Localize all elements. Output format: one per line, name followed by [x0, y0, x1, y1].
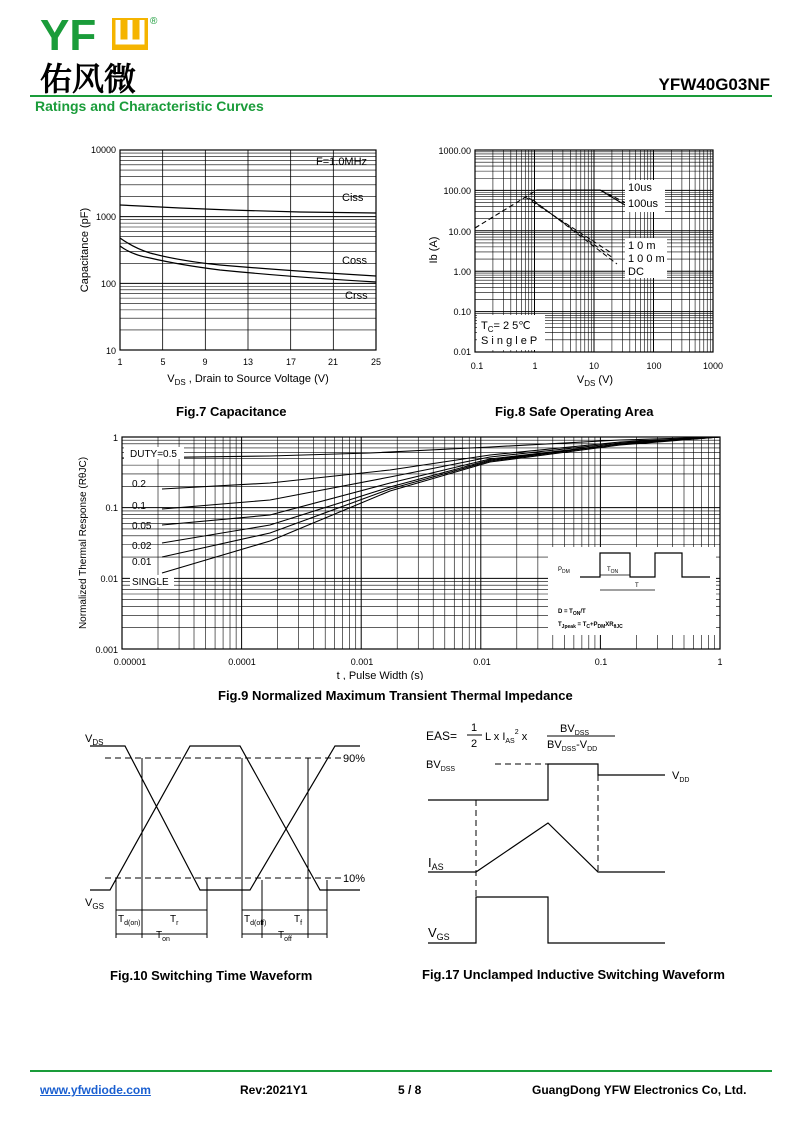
company-logo	[38, 10, 163, 95]
fig9-single-label: SINGLE	[132, 577, 169, 588]
fig17-uis-waveform	[420, 715, 750, 950]
fig17-bvdss-label: $BV_{DSS}$	[426, 759, 456, 773]
fig17-ias-waveform	[428, 823, 665, 872]
fig8-soa-chart	[425, 140, 735, 395]
fig9-ytick: 0.001	[95, 645, 118, 655]
fig9-inset-t: T	[635, 583, 639, 589]
fig9-ytick: 1	[112, 433, 118, 443]
fig17-vgs-label: $V_{GS}$	[428, 925, 450, 942]
fig10-90pct-label: 90%	[343, 753, 366, 765]
fig9-ytick: 0.01	[100, 574, 118, 584]
fig17-time-dashes	[476, 775, 598, 897]
fig8-single-note: S i n g l e P	[481, 335, 538, 347]
fig10-tr-label: $T_r$	[170, 914, 179, 927]
fig8-xtick: 0.1	[470, 361, 484, 371]
fig10-vds-waveform	[90, 746, 360, 890]
fig10-ton-label: $T_{on}$	[156, 930, 170, 943]
fig7-ylabel: Capacitance (pF)	[79, 207, 91, 293]
fig9-xlabel: t , Pulse Width (s)	[336, 670, 424, 680]
fig10-vgs-waveform	[90, 746, 360, 890]
fig7-crss-label: Crss	[345, 290, 368, 302]
footer-company: GuangDong YFW Electronics Co, Ltd.	[532, 1083, 747, 1097]
fig7-caption: Fig.7 Capacitance	[176, 404, 287, 419]
fig7-xtick: 21	[327, 357, 339, 367]
fig9-xtick: 0.01	[473, 657, 491, 667]
fig7-xlabel: $V_{DS}$ , Drain to Source Voltage (V)	[167, 373, 329, 387]
fig10-time-markers	[116, 758, 327, 938]
section-title: Ratings and Characteristic Curves	[35, 98, 264, 114]
website-link[interactable]: www.yfwdiode.com	[40, 1083, 151, 1097]
fig8-ytick: 1.00	[453, 267, 471, 277]
fig8-caption: Fig.8 Safe Operating Area	[495, 404, 654, 419]
fig17-formula-mid: L x $I_{AS}^2$ x	[485, 729, 528, 745]
fig17-eas-label: EAS=	[426, 729, 458, 743]
fig9-xtick: 0.0001	[228, 657, 256, 667]
fig17-vdd-label: $V_{DD}$	[672, 770, 690, 784]
footer-page: 5 / 8	[398, 1083, 422, 1097]
fig10-toff-label: $T_{off}$	[278, 930, 292, 943]
fig8-ytick: 0.01	[453, 347, 471, 357]
fig17-frac-den: 2	[471, 738, 478, 750]
footer-rule	[30, 1070, 772, 1072]
fig7-ytick-10000: 10000	[90, 145, 116, 155]
fig8-ylabel: Ib (A)	[428, 236, 440, 264]
fig7-ciss-label: Ciss	[342, 192, 364, 204]
fig7-xtick: 1	[117, 357, 123, 367]
fig7-freq-label: F=1.0MHz	[316, 156, 368, 168]
logo-cn: 佑风微	[40, 60, 137, 95]
fig7-coss-label: Coss	[342, 255, 368, 267]
fig10-10pct-label: 10%	[343, 873, 366, 885]
fig17-vds-waveform	[428, 764, 665, 800]
fig17-vgs-waveform	[428, 897, 665, 943]
fig8-tc-note: $T_C= 2$ 5℃	[481, 320, 531, 334]
fig9-caption: Fig.9 Normalized Maximum Transient Thermal Impedance	[218, 688, 573, 703]
fig9-duty001-label: 0.01	[132, 557, 152, 568]
fig8-xtick: 100	[646, 361, 662, 371]
fig17-frac-num: 1	[471, 722, 478, 734]
fig10-tdon-label: $T_{d(on)}$	[118, 914, 141, 927]
footer-website[interactable]	[40, 1083, 151, 1097]
fig9-xtick: 0.001	[350, 657, 374, 667]
fig7-xticks	[117, 357, 381, 367]
fig8-xtick: 1	[532, 361, 538, 371]
fig17-ias-label: $I_{AS}$	[428, 855, 444, 872]
header-rule	[30, 95, 772, 97]
fig7-grid	[120, 150, 376, 350]
fig7-xtick: 17	[285, 357, 297, 367]
logo-registered: ®	[150, 16, 158, 27]
fig8-100m-label: 1 0 0 m	[628, 253, 665, 265]
fig9-duty002-label: 0.02	[132, 541, 152, 552]
fig8-10us-label: 10us	[628, 182, 652, 194]
fig17-caption: Fig.17 Unclamped Inductive Switching Waveform	[422, 967, 725, 982]
fig8-xtick: 1000	[702, 361, 724, 371]
fig8-10m-label: 1 0 m	[628, 240, 656, 252]
fig9-duty05-label: DUTY=0.5	[130, 449, 177, 460]
fig9-ytick: 0.1	[105, 503, 118, 513]
fig10-vgs-label: $V_{GS}$	[85, 897, 104, 911]
fig9-inset-ton: $T_{ON}$	[607, 567, 619, 575]
fig8-10ms-curve	[525, 197, 610, 252]
fig9-xtick: 0.1	[594, 657, 608, 667]
fig9-inset	[548, 547, 716, 635]
fig10-tdoff-label: $T_{d(off)}$	[244, 914, 267, 927]
fig9-duty005-label: 0.05	[132, 521, 152, 532]
fig8-ytick: 0.10	[453, 307, 471, 317]
fig7-xtick: 5	[160, 357, 166, 367]
fig17-bv-den: $BV_{DSS}-V_{DD}$	[547, 739, 598, 753]
fig7-xtick: 13	[242, 357, 254, 367]
fig8-dc-label: DC	[628, 266, 644, 278]
fig8-xlabel: $V_{DS}$ (V)	[576, 374, 614, 388]
fig9-inset-duty-eq: $D = T_{ON}/T$	[558, 609, 586, 617]
fig10-tf-label: $T_f$	[294, 914, 303, 927]
fig10-caption: Fig.10 Switching Time Waveform	[110, 968, 313, 983]
fig8-ytick: 10.00	[448, 227, 471, 237]
logo-text-yf: YF	[40, 11, 97, 60]
fig8-ytick: 1000.00	[438, 146, 471, 156]
fig7-ytick-10: 10	[105, 346, 116, 356]
footer-rev: Rev:2021Y1	[240, 1083, 308, 1097]
fig10-switching-waveform	[80, 720, 380, 945]
fig9-duty02-label: 0.2	[132, 479, 146, 490]
fig7-xtick: 25	[370, 357, 382, 367]
fig17-bv-num: $BV_{DSS}$	[560, 723, 590, 737]
fig7-ytick-1000: 1000	[95, 212, 116, 222]
part-number: YFW40G03NF	[658, 75, 770, 94]
fig9-xtick: 0.00001	[113, 657, 147, 667]
fig10-vds-label: $V_{DS}$	[85, 733, 104, 747]
fig7-capacitance-chart	[70, 140, 390, 395]
fig7-ytick-100: 100	[100, 279, 116, 289]
fig8-10us-curve	[537, 190, 630, 208]
fig9-duty01-label: 0.1	[132, 501, 146, 512]
fig8-100us-label: 100us	[628, 198, 658, 210]
fig8-ytick: 100.00	[443, 186, 471, 196]
fig7-xtick: 9	[202, 357, 208, 367]
fig9-inset-tj-eq: $T_{Jpeak} = T_C+P_{DM}XR_{\theta JC}$	[558, 622, 623, 630]
fig8-xtick: 10	[588, 361, 600, 371]
fig9-inset-pdm: $P_{DM}$	[558, 567, 570, 575]
fig9-xtick: 1	[717, 657, 723, 667]
fig9-thermal-chart	[70, 425, 740, 680]
fig9-ylabel: Normalized Thermal Response (RθJC)	[78, 456, 89, 630]
